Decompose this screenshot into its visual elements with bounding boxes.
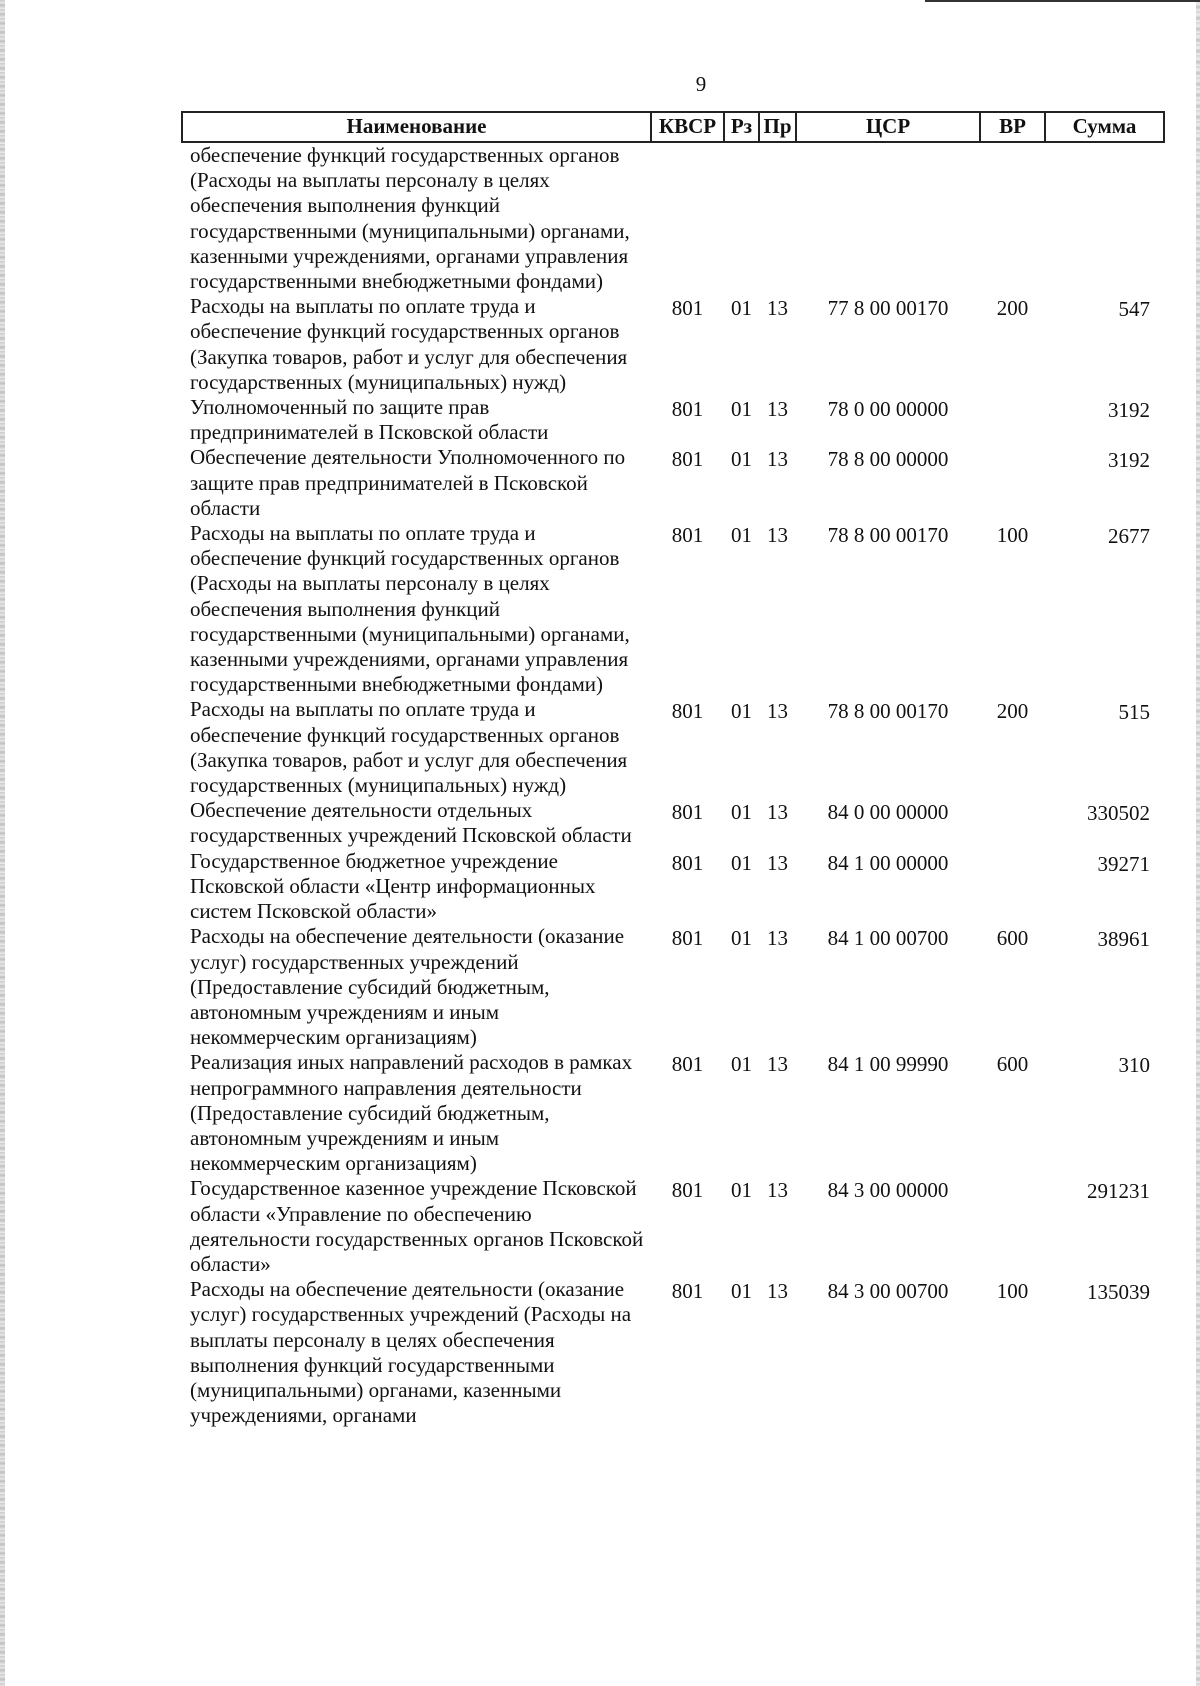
cell-sum: 330502 [1087,801,1150,826]
table-row [182,798,1164,848]
table-row [182,1277,1164,1428]
cell-kvsr: 801 [671,699,704,724]
cell-rz: 01 [731,447,752,472]
cell-csr [796,142,980,294]
cell-vr [980,798,1045,848]
table-row [182,142,1164,294]
cell-rz: 01 [731,1279,752,1304]
cell-pr: 13 [767,699,788,724]
scan-top-line [925,0,1200,2]
header-sum: Сумма [1045,112,1164,142]
cell-name: Обеспечение деятельности отдельных государственных учреждений Псковской области [190,798,632,848]
cell-rz: 01 [731,296,752,321]
cell-name: Расходы на выплаты по оплате труда и обеспечение функций государственных органов (Расходы на выплаты персоналу в целях обеспечения выполнения функций государственными (муниципальными) органами, казенными учреждениями, органами управления государственными внебюджетными фондами) [190,521,630,697]
cell-csr: 78 8 00 00170 [827,699,949,724]
cell-vr: 600 [996,1052,1029,1077]
cell-name: Государственное казенное учреждение Псковской области «Управление по обеспечению деятельности государственных органов Псковской области» [190,1176,644,1276]
cell-name: Расходы на выплаты по оплате труда и обеспечение функций государственных органов (Закупка товаров, работ и услуг для обеспечения государственных (муниципальных) нужд) [190,294,628,394]
cell-name: Расходы на выплаты по оплате труда и обеспечение функций государственных органов (Закупка товаров, работ и услуг для обеспечения государственных (муниципальных) нужд) [190,697,628,798]
cell-csr: 84 0 00 00000 [827,800,949,825]
cell-csr: 84 1 00 00000 [827,850,949,875]
cell-vr [980,1176,1045,1277]
cell-sum: 39271 [1097,851,1150,876]
cell-sum: 547 [1118,297,1150,322]
cell-name: Уполномоченный по защите прав предпринимателей в Псковской области [190,395,549,445]
cell-name: Реализация иных направлений расходов в рамках непрограммного направления деятельности (Предоставление субсидий бюджетным, автономным учреждениям и иным некоммерческим организациям) [190,1050,633,1176]
table-header [182,112,1164,142]
table-body [182,142,1164,1428]
cell-name: Государственное бюджетное учреждение Псковской области «Центр информационных систем Псковской области» [190,848,596,924]
header-vr: ВР [980,112,1045,142]
table-row [182,1050,1164,1176]
cell-sum: 2677 [1108,524,1150,549]
cell-name: Расходы на обеспечение деятельности (оказание услуг) государственных учреждений (Предоставление субсидий бюджетным, автономным учреждениям и иным некоммерческим организациям) [190,924,625,1050]
cell-rz: 01 [731,1178,752,1203]
cell-sum: 310 [1118,1053,1150,1078]
cell-name: Расходы на обеспечение деятельности (оказание услуг) государственных учреждений (Расходы на выплаты персоналу в целях обеспечения выполнения функций государственными (муниципальными) органами, казенными учреждениями, органами [190,1277,632,1428]
cell-kvsr: 801 [671,926,704,951]
header-name: Наименование [182,112,651,142]
table-row [182,697,1164,798]
cell-pr: 13 [767,296,788,321]
cell-csr: 78 8 00 00170 [827,523,949,548]
cell-name: Обеспечение деятельности Уполномоченного по защите прав предпринимателей в Псковской области [190,445,626,520]
header-kvsr: КВСР [651,112,724,142]
cell-rz: 01 [731,926,752,951]
cell-csr: 84 1 00 99990 [827,1052,949,1077]
cell-vr: 200 [996,699,1029,724]
cell-pr: 13 [767,1052,788,1077]
cell-vr: 600 [996,926,1029,951]
cell-vr [980,445,1045,521]
scan-edge-right [1196,0,1200,1686]
cell-csr: 84 3 00 00700 [827,1279,949,1304]
table-row [182,849,1164,925]
cell-pr: 13 [767,1279,788,1304]
budget-table [181,111,1165,1428]
cell-sum: 3192 [1108,398,1150,423]
cell-kvsr: 801 [671,397,704,422]
cell-rz: 01 [731,850,752,875]
table-row [182,521,1164,697]
cell-kvsr: 801 [671,850,704,875]
cell-kvsr: 801 [671,800,704,825]
header-csr: ЦСР [796,112,980,142]
cell-kvsr: 801 [671,1279,704,1304]
cell-kvsr: 801 [671,1052,704,1077]
scan-edge-left [0,0,5,1686]
cell-rz [724,142,759,294]
cell-pr [759,142,796,294]
cell-kvsr: 801 [671,1178,704,1203]
cell-pr: 13 [767,1178,788,1203]
cell-pr: 13 [767,926,788,951]
cell-rz: 01 [731,397,752,422]
cell-csr: 78 8 00 00000 [827,447,949,472]
cell-vr: 100 [996,1279,1029,1304]
table-row [182,395,1164,445]
cell-vr [980,849,1045,925]
table-row [182,1176,1164,1277]
cell-sum: 515 [1118,700,1150,725]
cell-sum: 291231 [1087,1179,1150,1204]
table-row [182,924,1164,1050]
table-row [182,445,1164,521]
cell-vr: 100 [996,523,1029,548]
cell-rz: 01 [731,523,752,548]
cell-csr: 77 8 00 00170 [827,296,949,321]
page-number: 9 [695,72,707,96]
header-rz: Рз [724,112,759,142]
cell-kvsr: 801 [671,523,704,548]
cell-pr: 13 [767,447,788,472]
cell-pr: 13 [767,397,788,422]
header-row [182,112,1164,142]
table-row [182,294,1164,395]
cell-pr: 13 [767,523,788,548]
cell-vr [980,395,1045,445]
cell-rz: 01 [731,800,752,825]
cell-sum: 3192 [1108,448,1150,473]
cell-kvsr [651,142,724,294]
cell-kvsr: 801 [671,296,704,321]
cell-vr: 200 [996,296,1029,321]
cell-pr: 13 [767,800,788,825]
cell-rz: 01 [731,1052,752,1077]
cell-rz: 01 [731,699,752,724]
cell-sum: 135039 [1087,1280,1150,1305]
header-pr: Пр [759,112,796,142]
cell-kvsr: 801 [671,447,704,472]
cell-vr [980,142,1045,294]
cell-sum: 38961 [1097,927,1150,952]
cell-csr: 84 1 00 00700 [827,926,949,951]
cell-name: обеспечение функций государственных органов (Расходы на выплаты персоналу в целях обеспечения выполнения функций государственными (муниципальными) органами, казенными учреждениями, органами управления государственными внебюджетными фондами) [190,143,630,294]
cell-pr: 13 [767,850,788,875]
cell-sum [1045,142,1164,294]
cell-csr: 78 0 00 00000 [827,397,949,422]
cell-csr: 84 3 00 00000 [827,1178,949,1203]
